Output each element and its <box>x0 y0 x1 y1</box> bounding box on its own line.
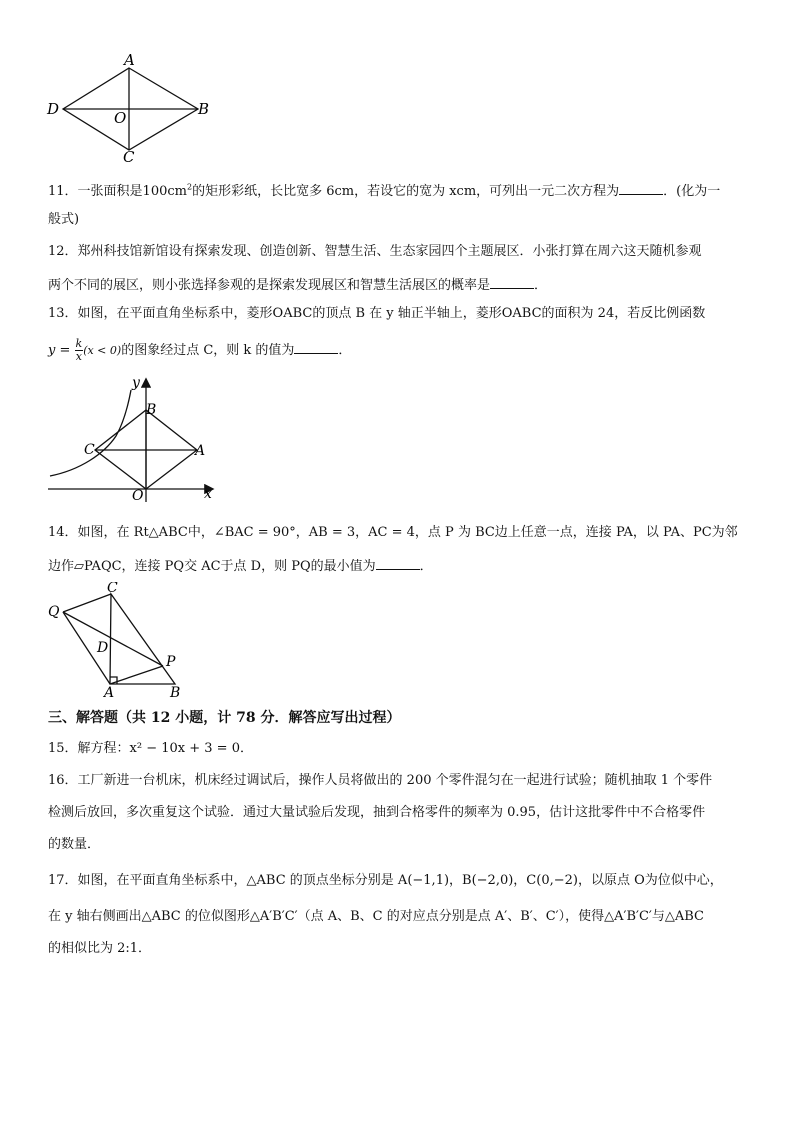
q14-line2-end: ． <box>419 559 433 574</box>
label-d: D <box>47 100 60 118</box>
q13-frac-num: k <box>75 337 83 350</box>
q13-frac-den: x <box>75 350 82 363</box>
label-x: x <box>204 486 212 502</box>
q12-line2-text: 两个不同的展区，则小张选择参观的是探索发现展区和智慧生活展区的概率是 <box>48 278 491 293</box>
q12-line2-end: ． <box>534 278 548 293</box>
label-p: P <box>166 654 176 670</box>
coordinate-figure <box>40 372 230 507</box>
parallelogram-figure <box>40 582 200 702</box>
label-y: y <box>132 375 140 391</box>
q13-line2-end: ． <box>338 343 352 358</box>
label-o: O <box>132 488 144 504</box>
q16-line1: 16．工厂新进一台机床，机床经过调试后，操作人员将做出的 200 个零件混匀在一起进行试验；随机抽取 1 个零件 <box>48 773 713 788</box>
label-o: O <box>114 109 127 127</box>
section-heading: 三、解答题（共 12 小题，计 78 分．解答应写出过程） <box>48 710 401 726</box>
q16-line3: 的数量． <box>48 837 101 852</box>
q13-line1: 13．如图，在平面直角坐标系中，菱形OABC的顶点 B 在 y 轴正半轴上，菱形OABC的面积为 24，若反比例函数 <box>48 306 706 321</box>
segment-qc <box>63 594 111 612</box>
q13-line2 <box>48 338 351 363</box>
label-q: Q <box>48 604 60 620</box>
q17-line3: 的相似比为 2:1． <box>48 941 152 956</box>
q12-line2 <box>48 276 547 292</box>
q17-line1: 17．如图，在平面直角坐标系中，△ABC 的顶点坐标分别是 A(−1,1)，B(−2,0)，C(0,−2)，以原点 O为位似中心， <box>48 873 723 888</box>
label-a: A <box>195 443 206 459</box>
q16-line2: 检测后放回，多次重复这个试验．通过大量试验后发现，抽到合格零件的频率为 0.95，估计这批零件中不合格零件 <box>48 805 706 820</box>
q13-fraction <box>75 338 84 363</box>
q11-text-b: 的矩形彩纸，长比宽多 6cm，若设它的宽为 xcm，可列出一元二次方程为 <box>192 184 620 199</box>
q11-text-c: ．(化为一 <box>663 184 721 199</box>
triangle-abc <box>110 594 175 684</box>
q11-line2: 般式) <box>48 212 80 227</box>
q15-line: 15．解方程：x² − 10x + 3 = 0． <box>48 741 253 756</box>
q13-formula-suffix: (x < 0) <box>83 344 122 357</box>
label-c: C <box>84 442 95 458</box>
rhombus-figure <box>40 50 220 165</box>
q14-line1: 14．如图，在 Rt△ABC中，∠BAC = 90°，AB = 3，AC = 4，点 P 为 BC边上任意一点，连接 PA，以 PA、PC为邻 <box>48 525 738 540</box>
q11-line1 <box>48 182 720 198</box>
q12-answer-blank <box>490 276 534 289</box>
label-b: B <box>146 402 157 418</box>
q13-answer-blank <box>294 341 338 354</box>
segment-pa <box>110 666 163 684</box>
q14-answer-blank <box>376 557 420 570</box>
label-a: A <box>124 51 135 69</box>
label-d: D <box>97 640 109 656</box>
label-c: C <box>107 582 118 596</box>
q11-answer-blank <box>619 182 663 195</box>
segment-qp <box>63 612 163 666</box>
q14-line2 <box>48 557 433 573</box>
q17-line2: 在 y 轴右侧画出△ABC 的位似图形△A′B′C′（点 A、B、C 的对应点分别是点 A′、B′、C′），使得△A′B′C′与△ABC <box>48 909 705 924</box>
q13-formula-prefix: y = <box>48 343 71 358</box>
q14-line2-text: 边作▱PAQC，连接 PQ交 AC于点 D，则 PQ的最小值为 <box>48 559 376 574</box>
hyperbola-branch <box>50 390 131 476</box>
label-c: C <box>123 148 135 165</box>
label-b: B <box>170 685 181 701</box>
label-b: B <box>198 100 210 118</box>
q12-line1: 12．郑州科技馆新馆设有探索发现、创造创新、智慧生活、生态家园四个主题展区．小张打算在周六这天随机参观 <box>48 244 702 259</box>
q13-line2-text: 的图象经过点 C，则 k 的值为 <box>121 343 295 358</box>
label-a: A <box>104 685 115 701</box>
q11-sup: 2 <box>186 182 193 192</box>
q11-text-a: 11．一张面积是100cm <box>48 184 187 199</box>
